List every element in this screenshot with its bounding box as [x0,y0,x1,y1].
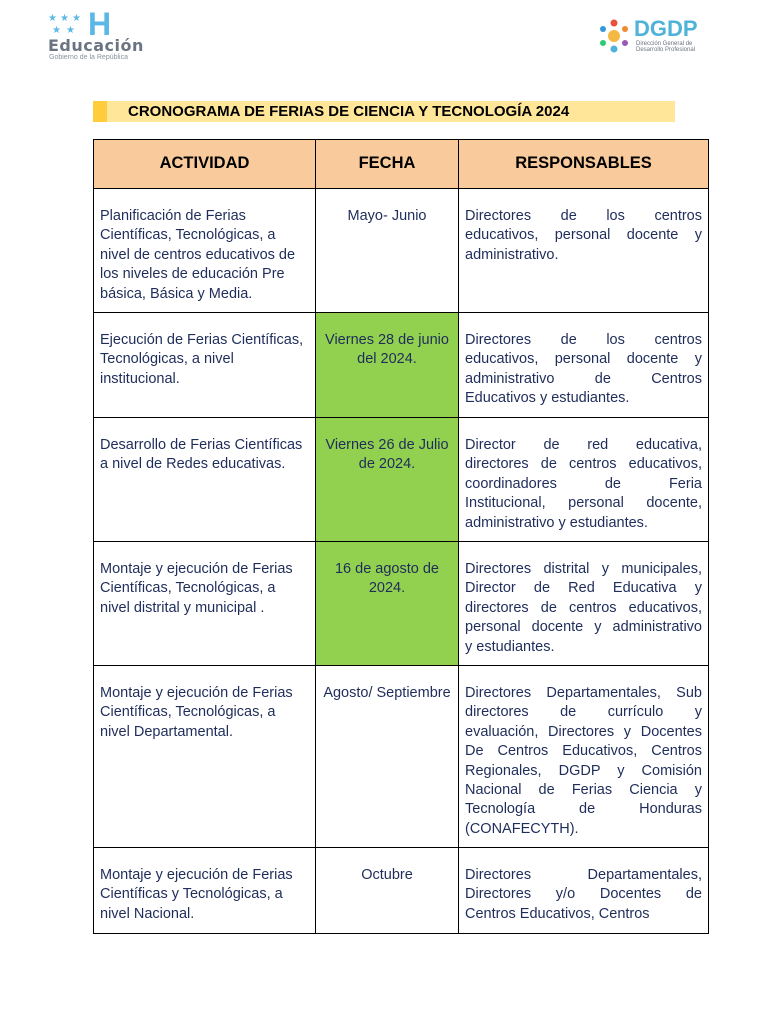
responsables-line: Centros Educativos, Centros [465,905,650,922]
cell-actividad: Planificación de Ferias Científicas, Tecnológicas, a nivel de centros educativos de los niveles de educación Pre básica, Básica y Media. [94,189,316,313]
responsables-line: Directores Departamentales, [465,867,702,883]
responsables-line: coordinadores de Feria [465,475,702,492]
responsables-line: Directores de los centros [465,332,702,348]
table-row [94,313,709,418]
page-title: CRONOGRAMA DE FERIAS DE CIENCIA Y TECNOLOGÍA 2024 [128,103,570,120]
cell-actividad: Montaje y ejecución de Ferias Científicas, Tecnológicas, a nivel distrital y municipal . [94,542,316,666]
table-row [94,848,709,934]
dgdp-subtitle-line2: Desarrollo Profesional [636,47,696,53]
responsables-line: De Centros Educativos, Centros [465,743,702,760]
cell-responsables [459,848,709,934]
responsables-line: Tecnología de Honduras [465,801,702,818]
cell-fecha: Viernes 28 de junio del 2024. [316,313,459,418]
dgdp-emblem-icon [596,18,632,54]
dgdp-subtitle-line1: Dirección General de [636,41,693,47]
responsables-line: administrativo y estudiantes. [465,514,648,531]
responsables-line: y estudiantes. [465,638,555,655]
logo-subtitle: Gobierno de la República [49,54,128,61]
cell-fecha: 16 de agosto de 2024. [316,542,459,666]
table-row [94,666,709,848]
responsables-line: Directores distrital y municipales, [465,561,702,577]
responsables-line: educativos, personal docente y [465,351,702,368]
cell-fecha: Mayo- Junio [316,189,459,313]
dgdp-word: DGDP [634,16,698,41]
schedule-table [93,139,709,934]
cell-actividad: Desarrollo de Ferias Científicas a nivel de Redes educativas. [94,418,316,542]
logo-word: Educación [48,36,144,55]
responsables-line: Directores y/o Docentes de [465,886,702,903]
cell-responsables [459,313,709,418]
cell-responsables [459,189,709,313]
cell-fecha: Octubre [316,848,459,934]
cell-actividad: Montaje y ejecución de Ferias Científicas, Tecnológicas, a nivel Departamental. [94,666,316,848]
responsables-line: evaluación, Directores y Docentes [465,723,702,740]
responsables-line: (CONAFECYTH). [465,820,579,837]
responsables-line: Director de red educativa, [465,437,702,453]
responsables-line: Regionales, DGDP y Comisión [465,762,702,779]
responsables-line: Educativos y estudiantes. [465,390,630,407]
cell-fecha: Agosto/ Septiembre [316,666,459,848]
responsables-line: Directores Departamentales, Sub [465,685,702,701]
table-row [94,542,709,666]
logo-letter: H [88,6,112,42]
responsables-line: directores de centros educativos, [465,599,702,616]
header-fecha: FECHA [316,140,459,189]
responsables-line: personal docente y administrativo [465,619,702,636]
header-responsables: RESPONSABLES [459,140,709,189]
cell-actividad: Montaje y ejecución de Ferias Científicas y Tecnológicas, a nivel Nacional. [94,848,316,934]
responsables-line: directores de centros educativos, [465,456,702,473]
cell-responsables [459,666,709,848]
header-actividad: ACTIVIDAD [94,140,316,189]
responsables-line: Directores de los centros [465,208,702,224]
table-header-row [94,140,709,189]
stars-icon: ★ ★ ★ ★ ★ [48,13,81,36]
responsables-line: Nacional de Ferias Ciencia y [465,782,702,799]
table-row [94,418,709,542]
responsables-line: educativos, personal docente y [465,227,702,244]
responsables-line: Institucional, personal docente, [465,495,702,512]
responsables-line: directores de currículo y [465,704,702,721]
cell-responsables [459,542,709,666]
cell-fecha: Viernes 26 de Julio de 2024. [316,418,459,542]
educacion-logo [48,6,158,64]
cell-actividad: Ejecución de Ferias Científicas, Tecnológicas, a nivel institucional. [94,313,316,418]
responsables-line: Director de Red Educativa y [465,580,702,597]
responsables-line: administrativo de Centros [465,370,702,387]
table-row [94,189,709,313]
responsables-line: administrativo. [465,246,559,263]
dgdp-logo [596,16,716,56]
dgdp-subtitle [636,41,695,53]
cell-responsables [459,418,709,542]
